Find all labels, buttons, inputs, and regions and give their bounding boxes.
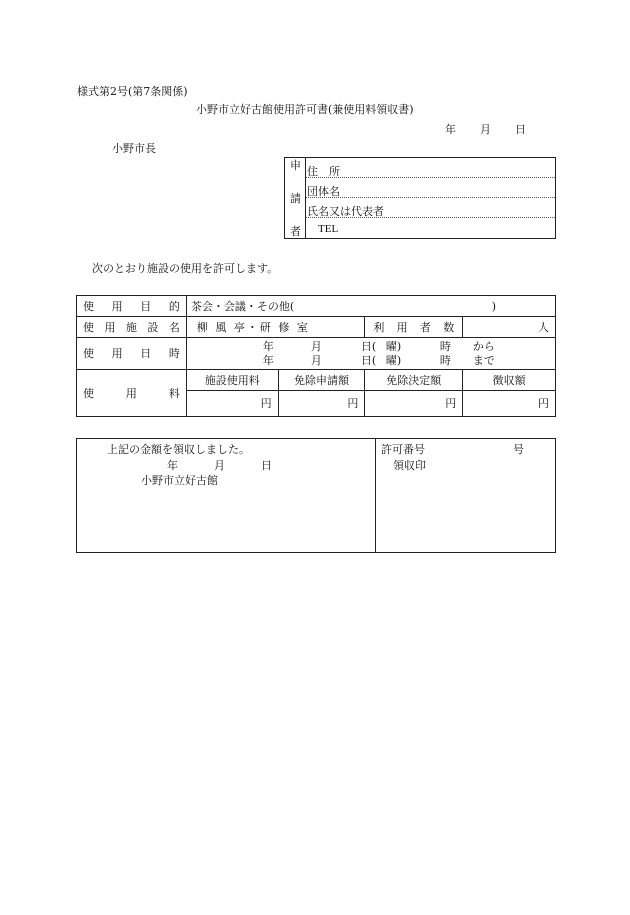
- from-day: 日(: [360, 339, 377, 353]
- to-weekday: 曜): [385, 353, 402, 367]
- receipt-date-month: 月: [214, 459, 225, 472]
- document-title: 小野市立好古館使用許可書(兼使用料領収書): [196, 103, 414, 116]
- purpose-close: ): [491, 299, 496, 313]
- receipt-date-year: 年: [167, 459, 178, 472]
- facility-value: 柳 風 亭・研 修 室: [196, 320, 310, 334]
- fee-exempt-decided-cell[interactable]: [365, 391, 463, 417]
- receipt-statement: 上記の金額を領収しました。: [107, 443, 250, 456]
- applicant-address-label: 住 所: [307, 165, 340, 178]
- applicant-group-row[interactable]: [306, 178, 555, 198]
- datetime-value-cell[interactable]: [186, 338, 555, 370]
- to-hour: 時: [439, 353, 451, 367]
- applicant-box: [284, 157, 556, 239]
- yen-unit: 円: [538, 397, 549, 410]
- to-month: 月: [310, 353, 322, 367]
- yen-unit: 円: [445, 397, 457, 410]
- from-weekday: 曜): [385, 339, 402, 353]
- applicant-label-char: 請: [290, 192, 301, 205]
- users-label-cell: [365, 317, 463, 338]
- receipt-stamp-label: 領収印: [393, 459, 426, 472]
- fee-facility-cell[interactable]: [186, 391, 278, 417]
- date-month: 月: [480, 123, 491, 136]
- facility-label-cell: [77, 317, 187, 338]
- users-unit: 人: [538, 320, 549, 334]
- applicant-address-row[interactable]: [306, 158, 555, 178]
- fee-col-collected-header: 徴収額: [463, 370, 556, 391]
- fee-col-facility-header: 施設使用料: [186, 370, 278, 391]
- fee-col-exempt-request-header: 免除申請額: [278, 370, 365, 391]
- purpose-value-cell[interactable]: [186, 296, 555, 317]
- applicant-name-label: 氏名又は代表者: [307, 205, 384, 218]
- applicant-label-column: [285, 158, 306, 238]
- applicant-tel-label: TEL: [318, 223, 339, 235]
- to-day: 日(: [360, 353, 377, 367]
- datetime-label: 使 用 日 時: [83, 347, 180, 360]
- permit-number-label: 許可番号: [381, 443, 425, 456]
- issue-date: [445, 124, 526, 135]
- applicant-label-char: 申: [290, 159, 301, 172]
- applicant-name-row[interactable]: [306, 198, 555, 218]
- to-suffix: まで: [472, 353, 495, 367]
- yen-unit: 円: [260, 397, 272, 410]
- purpose-label: 使 用 目 的: [83, 299, 180, 313]
- receipt-issuer: 小野市立好古館: [141, 474, 218, 487]
- receipt-date-day: 日: [261, 459, 272, 472]
- facility-label: 使 用 施 設 名: [83, 320, 180, 334]
- fee-label: 使 用 料: [83, 386, 180, 400]
- permit-table: [76, 295, 556, 417]
- from-month: 月: [310, 339, 322, 353]
- users-value-cell[interactable]: [463, 317, 556, 338]
- receipt-box: [76, 438, 556, 553]
- permit-number-suffix: 号: [513, 443, 524, 456]
- from-hour: 時: [439, 339, 451, 353]
- applicant-label-char: 者: [290, 225, 301, 238]
- date-year: 年: [445, 123, 456, 136]
- fee-col-exempt-decided-header: 免除決定額: [365, 370, 463, 391]
- receipt-date: [167, 460, 272, 471]
- applicant-group-label: 団体名: [307, 185, 340, 198]
- from-year: 年: [262, 339, 274, 353]
- to-year: 年: [262, 353, 274, 367]
- datetime-label-cell: [77, 338, 187, 370]
- fee-collected-cell[interactable]: [463, 391, 556, 417]
- fee-exempt-request-cell[interactable]: [278, 391, 365, 417]
- receipt-divider: [375, 439, 376, 552]
- applicant-tel-row[interactable]: [306, 218, 555, 238]
- purpose-value: 茶会・会議・その他(: [190, 299, 295, 313]
- form-number: 様式第2号(第7条関係): [77, 85, 188, 98]
- intro-text: 次のとおり施設の使用を許可します。: [92, 262, 279, 275]
- addressee: 小野市長: [112, 142, 156, 155]
- users-label: 利 用 者 数: [373, 320, 455, 334]
- from-suffix: から: [472, 339, 495, 353]
- fee-label-cell: [77, 370, 187, 417]
- yen-unit: 円: [347, 397, 359, 410]
- date-day: 日: [515, 123, 526, 136]
- facility-value-cell[interactable]: [186, 317, 365, 338]
- purpose-label-cell: [77, 296, 187, 317]
